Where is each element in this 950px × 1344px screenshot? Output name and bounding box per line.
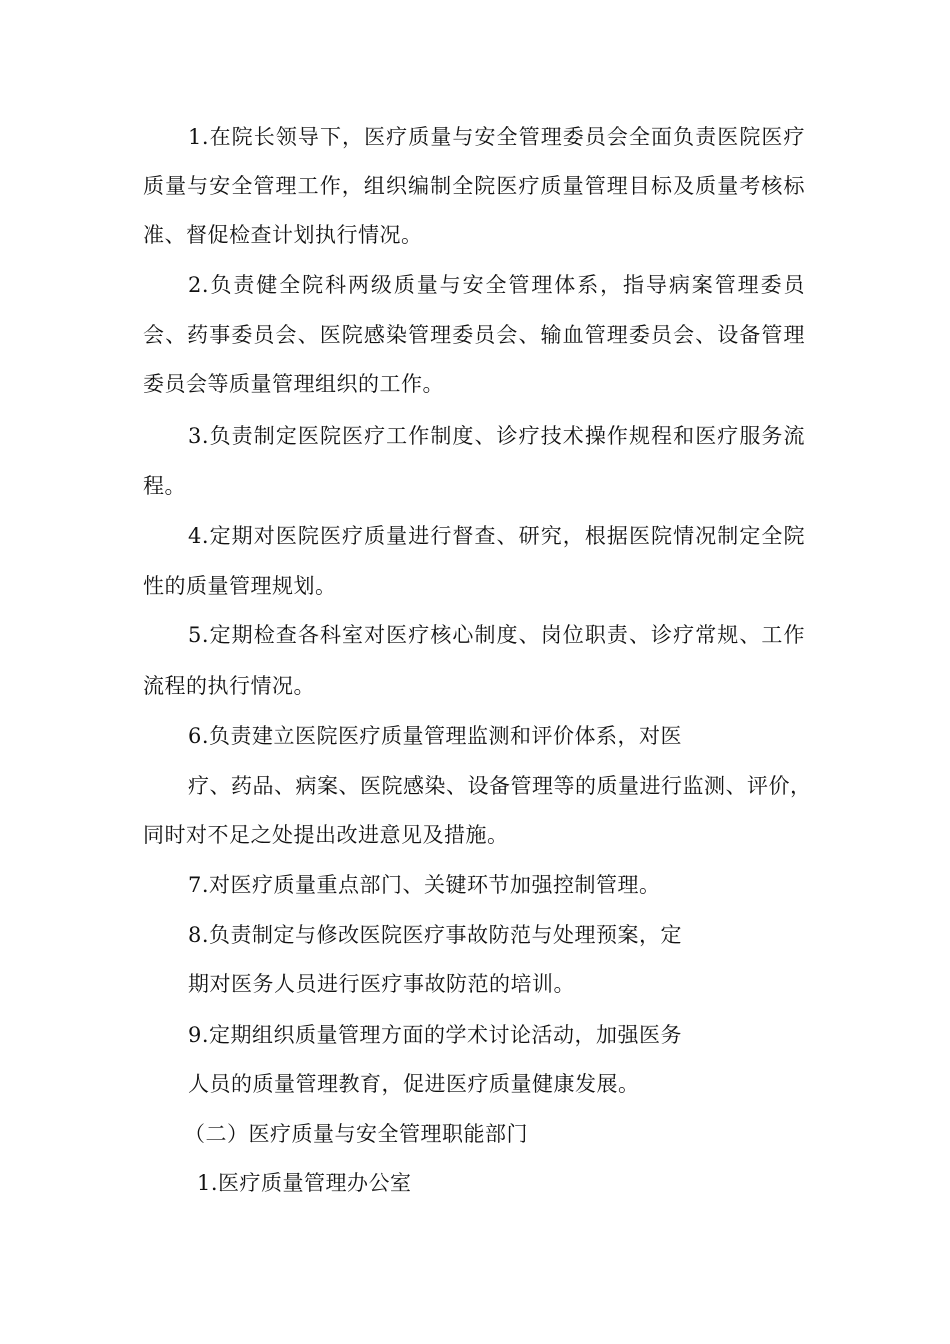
- text-line: 3.负责制定医院医疗工作制度、诊疗技术操作规程和医疗服务流: [188, 424, 805, 448]
- text-line: 性的质量管理规划。: [143, 574, 337, 598]
- text-line: 1.在院长领导下，医疗质量与安全管理委员会全面负责医院医疗: [188, 125, 805, 149]
- text-line: 同时对不足之处提出改进意见及措施。: [143, 823, 509, 847]
- text-line: 5.定期检查各科室对医疗核心制度、岗位职责、诊疗常规、工作: [188, 623, 805, 647]
- text-line: 期对医务人员进行医疗事故防范的培训。: [188, 972, 575, 996]
- text-line: 疗、药品、病案、医院感染、设备管理等的质量进行监测、评价，: [188, 774, 812, 798]
- text-line: 7.对医疗质量重点部门、关键环节加强控制管理。: [188, 873, 661, 897]
- text-line: 流程的执行情况。: [143, 674, 315, 698]
- subsection-heading: 1.医疗质量管理办公室: [197, 1171, 412, 1195]
- text-line: 8.负责制定与修改医院医疗事故防范与处理预案，定: [188, 923, 683, 947]
- text-line: 4.定期对医院医疗质量进行督查、研究，根据医院情况制定全院: [188, 524, 805, 548]
- text-line: 9.定期组织质量管理方面的学术讨论活动，加强医务: [188, 1023, 683, 1047]
- text-line: 程。: [143, 474, 186, 498]
- text-line: 质量与安全管理工作，组织编制全院医疗质量管理目标及质量考核标: [143, 174, 805, 198]
- text-line: 会、药事委员会、医院感染管理委员会、输血管理委员会、设备管理: [143, 323, 805, 347]
- text-line: 准、督促检查计划执行情况。: [143, 223, 423, 247]
- text-line: 人员的质量管理教育，促进医疗质量健康发展。: [188, 1072, 640, 1096]
- text-line: 2.负责健全院科两级质量与安全管理体系，指导病案管理委员: [188, 273, 805, 297]
- text-line: 委员会等质量管理组织的工作。: [143, 372, 444, 396]
- text-line: 6.负责建立医院医疗质量管理监测和评价体系，对医: [188, 724, 683, 748]
- section-heading: （二）医疗质量与安全管理职能部门: [184, 1122, 528, 1146]
